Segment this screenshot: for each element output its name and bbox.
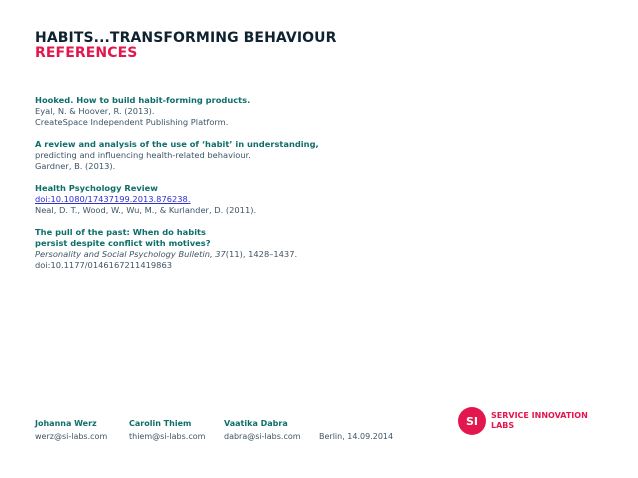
- reference-heading: Hooked. How to build habit-forming products.: [35, 95, 251, 105]
- person-email[interactable]: dabra@si-labs.com: [224, 432, 301, 441]
- reference-publisher: CreateSpace Independent Publishing Platform.: [35, 117, 229, 127]
- reference-heading: The pull of the past: When do habits: [35, 227, 206, 237]
- reference-journal: Personality and Social Psychology Bulletin, 37: [35, 249, 226, 259]
- reference-title-cont: predicting and influencing health-related behaviour.: [35, 150, 251, 160]
- page-subtitle: REFERENCES: [35, 45, 138, 61]
- location-date: Berlin, 14.09.2014: [319, 432, 394, 441]
- reference-heading: A review and analysis of the use of ‘habit’ in understanding,: [35, 139, 319, 149]
- person-name: Carolin Thiem: [129, 419, 192, 428]
- person-email[interactable]: werz@si-labs.com: [35, 432, 108, 441]
- reference-journal-line: [35, 249, 335, 260]
- reference-item: [35, 139, 335, 172]
- reference-list: [35, 95, 335, 282]
- footer-person: [129, 419, 205, 441]
- reference-issue-pages: (11), 1428–1437.: [225, 249, 298, 259]
- si-logo-icon: SI: [458, 407, 486, 435]
- logo-line-1: SERVICE INNOVATION: [491, 411, 588, 420]
- reference-heading-cont: persist despite conflict with motives?: [35, 238, 211, 248]
- footer-person: [224, 419, 301, 441]
- logo-wordmark: [491, 411, 588, 431]
- page-title: HABITS...TRANSFORMING BEHAVIOUR: [35, 30, 337, 46]
- logo-line-2: LABS: [491, 421, 515, 430]
- person-name: Johanna Werz: [35, 419, 97, 428]
- reference-doi: doi:10.1177/0146167211419863: [35, 260, 173, 270]
- reference-item: [35, 95, 335, 128]
- reference-authors: Eyal, N. & Hoover, R. (2013).: [35, 106, 155, 116]
- reference-authors: Neal, D. T., Wood, W., Wu, M., & Kurlander, D. (2011).: [35, 205, 257, 215]
- reference-authors: Gardner, B. (2013).: [35, 161, 116, 171]
- reference-item: [35, 183, 335, 216]
- footer-person: [35, 419, 107, 441]
- person-name: Vaatika Dabra: [224, 419, 288, 428]
- reference-heading: Health Psychology Review: [35, 183, 158, 193]
- reference-doi-link[interactable]: doi:10.1080/17437199.2013.876238.: [35, 194, 191, 204]
- reference-item: [35, 227, 335, 271]
- person-email[interactable]: thiem@si-labs.com: [129, 432, 206, 441]
